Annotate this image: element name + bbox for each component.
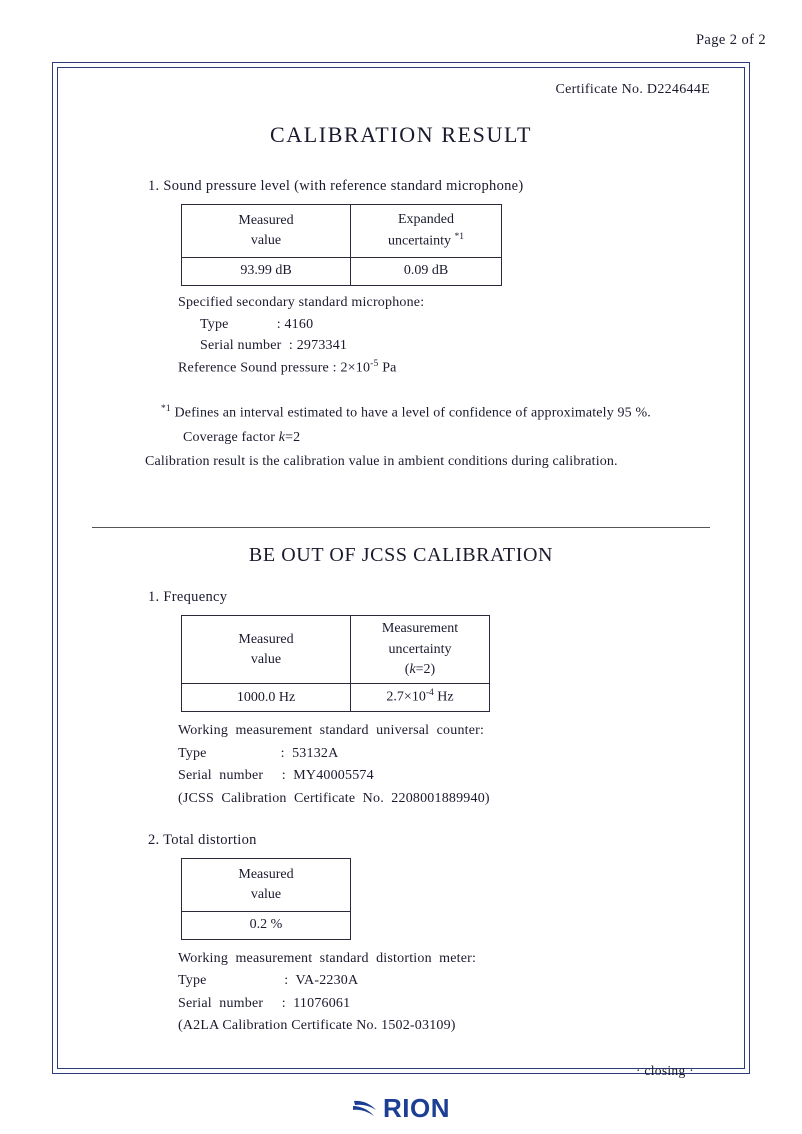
section2-item2-heading: 2. Total distortion: [148, 831, 257, 848]
total-distortion-table: [181, 858, 351, 940]
table-header-expanded-uncertainty: [351, 205, 502, 258]
brand-lockup: [352, 1093, 450, 1124]
table-header-row: [182, 205, 502, 258]
standard-caption: Specified secondary standard microphone:: [178, 295, 425, 310]
closing-text: · closing ·: [635, 1063, 694, 1079]
standard-serial-row: Serial number : 2973341: [200, 338, 348, 354]
rion-logo-icon: [352, 1097, 378, 1119]
standard-serial-row: Serial number : MY40005574: [178, 768, 374, 784]
footnote-marker: *1: [454, 231, 464, 242]
section1-heading: 1. Sound pressure level (with reference standard microphone): [148, 178, 524, 194]
table-header-row: [182, 858, 351, 911]
standard-certificate-row: (A2LA Calibration Certificate No. 1502-03109): [178, 1018, 456, 1034]
section1-footnotes: [145, 401, 716, 473]
certificate-frame-inner: [57, 67, 745, 1079]
footnote-1: $^{*1}$ Defines an interval estimated to have a level of confidence of approximately 95 %.: [161, 404, 651, 422]
header-line-2: uncertainty: [388, 641, 452, 657]
exponent: -4: [425, 688, 434, 699]
reference-sound-pressure-row: Reference Sound pressure : $2\times 10^{-5}$ Pa: [178, 359, 397, 376]
footnote-ambient-conditions: Calibration result is the calibration value in ambient conditions during calibration.: [145, 453, 618, 469]
section2-title: BE OUT OF JCSS CALIBRATION: [248, 544, 554, 567]
standard-type-row: Type : VA-2230A: [178, 973, 359, 989]
table-row: [182, 911, 351, 939]
table-header-measured-value: [182, 858, 351, 911]
brand-footer: [0, 1093, 802, 1125]
frequency-table: [181, 615, 490, 712]
table-header-measured-value: [182, 616, 351, 684]
standard-type-value: VA-2230A: [295, 973, 359, 989]
certificate-number: Certificate No. D224644E: [555, 82, 710, 97]
cell-measured-distortion: 0.2 %: [182, 911, 351, 939]
section-divider: [92, 527, 710, 528]
header-line-1: Measurement: [381, 621, 459, 637]
section2-item2-standard-block: [178, 948, 716, 1038]
cell-measured-value: 93.99 dB: [182, 258, 351, 286]
table-row: [182, 684, 490, 712]
header-line-2: uncertainty $^{*1}$: [388, 231, 464, 249]
section2-item1-heading: 1. Frequency: [148, 589, 228, 606]
standard-serial-value: 2973341: [296, 338, 348, 354]
standard-type-value: 53132A: [292, 745, 339, 761]
header-line-1: Measured: [238, 212, 294, 228]
standard-certificate-row: (JCSS Calibration Certificate No. 2208001889940): [178, 790, 490, 806]
sound-pressure-table: [181, 204, 502, 286]
certificate-content: [58, 68, 744, 1079]
standard-type-row: Type : 4160: [200, 316, 314, 332]
header-line-1: Measured: [238, 631, 294, 647]
exponent: -5: [370, 359, 379, 370]
standard-serial-value: MY40005574: [293, 768, 374, 784]
header-line-1: Measured: [238, 866, 294, 882]
page-number: Page 2 of 2: [695, 32, 766, 48]
cell-measured-frequency: 1000.0 Hz: [182, 684, 351, 712]
standard-type-value: 4160: [284, 316, 314, 332]
standard-serial-row: Serial number : 11076061: [178, 995, 351, 1011]
header-line-2: value: [250, 886, 282, 902]
standard-caption: Working measurement standard distortion meter:: [178, 950, 477, 966]
table-header-row: [182, 616, 490, 684]
standard-caption: Working measurement standard universal counter:: [178, 723, 485, 739]
table-row: [182, 258, 502, 286]
standard-serial-value: 11076061: [293, 995, 351, 1011]
table-header-measured-value: [182, 205, 351, 258]
page-title: CALIBRATION RESULT: [269, 122, 533, 147]
header-line-3: (k=2): [404, 662, 436, 678]
section2-item1-standard-block: [178, 720, 716, 810]
certificate-frame: [52, 62, 750, 1079]
header-line-2: value: [250, 233, 282, 248]
brand-name: RION: [383, 1092, 450, 1123]
cell-expanded-uncertainty: 0.09 dB: [351, 258, 502, 286]
header-line-2: value: [250, 651, 282, 667]
footnote-marker: *1: [161, 404, 171, 415]
header-line-1: Expanded: [398, 212, 454, 228]
cell-frequency-uncertainty: $2.7\times 10^{-4}$ Hz: [351, 684, 490, 712]
table-header-measurement-uncertainty: [351, 616, 490, 684]
footnote-coverage-factor: Coverage factor k=2: [183, 429, 301, 445]
section1-standard-block: [178, 292, 716, 379]
standard-type-row: Type : 53132A: [178, 745, 339, 761]
